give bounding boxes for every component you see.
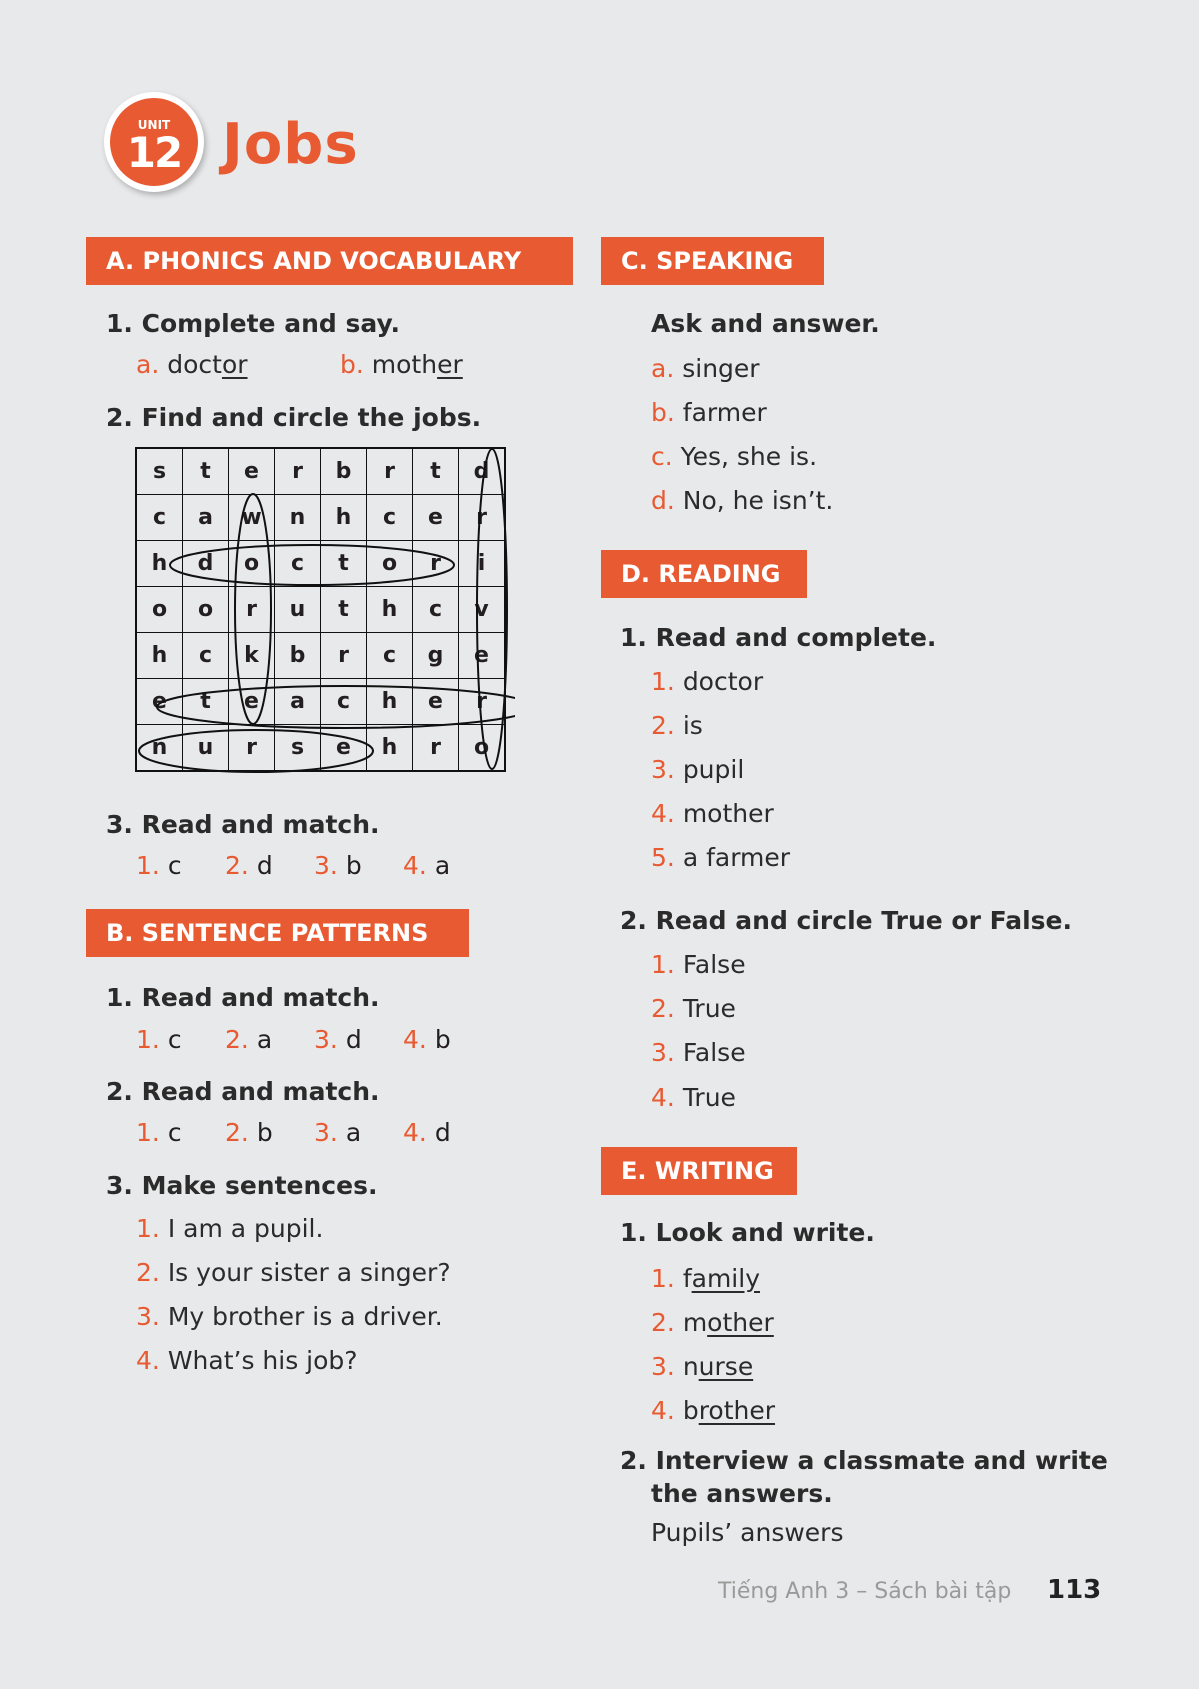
item-label: a. [136, 350, 160, 379]
section-b-heading: B. SENTENCE PATTERNS [86, 909, 469, 957]
item-label: b. [340, 350, 364, 379]
word-fill: rother [698, 1396, 776, 1425]
grid-cell: r [229, 587, 275, 633]
grid-cell: c [136, 495, 183, 541]
grid-cell: b [275, 633, 321, 679]
answer-value: c [167, 851, 182, 880]
grid-row [136, 633, 505, 679]
reading-item [651, 667, 763, 696]
unit-label: UNIT [137, 118, 171, 132]
item-text: doctor [682, 667, 764, 696]
answer-number: 1. [136, 851, 160, 880]
answer-value: a [434, 851, 451, 880]
item-number: 2. [136, 1258, 160, 1287]
section-c-title: Ask and answer. [651, 309, 880, 338]
word-prefix: f [682, 1264, 692, 1293]
grid-cell: h [136, 633, 183, 679]
item-label: d. [651, 486, 675, 515]
section-b-q1-answers [136, 1025, 451, 1054]
grid-cell: t [183, 679, 229, 725]
item-text: True [682, 1083, 736, 1112]
item-text: farmer [682, 398, 767, 427]
answer-number: 2. [225, 1025, 249, 1054]
grid-cell: t [321, 587, 367, 633]
word-prefix: doct [167, 350, 222, 379]
sentence-item [136, 1214, 323, 1243]
grid-cell: o [459, 725, 506, 772]
word-fill: urse [698, 1352, 754, 1381]
answer-value: b [345, 851, 362, 880]
grid-cell: o [136, 587, 183, 633]
answer-value: c [167, 1025, 182, 1054]
item-text: singer [682, 354, 760, 383]
item-number: 2. [651, 994, 675, 1023]
grid-cell: e [229, 679, 275, 725]
item-text: True [682, 994, 736, 1023]
grid-cell: h [367, 725, 413, 772]
grid-row [136, 587, 505, 633]
speaking-item [651, 486, 833, 515]
grid-cell: e [413, 495, 459, 541]
section-a-q3-title: 3. Read and match. [106, 810, 380, 839]
sentence-item [136, 1346, 358, 1375]
grid-cell: e [459, 633, 506, 679]
item-number: 4. [651, 1396, 675, 1425]
speaking-item [651, 442, 817, 471]
item-text: a farmer [682, 843, 791, 872]
grid-row [136, 495, 505, 541]
item-label: c. [651, 442, 673, 471]
item-text: pupil [682, 755, 745, 784]
item-number: 4. [651, 799, 675, 828]
item-label: a. [651, 354, 675, 383]
grid-cell: d [459, 448, 506, 495]
answer-value: b [434, 1025, 451, 1054]
answer-value: d [345, 1025, 362, 1054]
item-number: 4. [651, 1083, 675, 1112]
grid-cell: e [229, 448, 275, 495]
grid-cell: c [367, 495, 413, 541]
grid-cell: h [367, 679, 413, 725]
item-text: False [682, 950, 746, 979]
item-number: 1. [651, 1264, 675, 1293]
section-d-q2-title: 2. Read and circle True or False. [620, 906, 1072, 935]
item-number: 1. [651, 667, 675, 696]
grid-row [136, 448, 505, 495]
grid-cell: v [459, 587, 506, 633]
item-number: 2. [651, 1308, 675, 1337]
item-text: Is your sister a singer? [167, 1258, 451, 1287]
grid-cell: r [413, 541, 459, 587]
grid-cell: d [183, 541, 229, 587]
grid-cell: c [413, 587, 459, 633]
item-label: b. [651, 398, 675, 427]
writing-item [651, 1352, 753, 1381]
grid-cell: e [136, 679, 183, 725]
word-prefix: b [682, 1396, 699, 1425]
grid-cell: u [183, 725, 229, 772]
grid-cell: u [275, 587, 321, 633]
item-text: I am a pupil. [167, 1214, 324, 1243]
word-fill: other [707, 1308, 774, 1337]
answer-number: 2. [225, 851, 249, 880]
answer-value: a [345, 1118, 362, 1147]
speaking-item [651, 354, 760, 383]
section-a-heading: A. PHONICS AND VOCABULARY [86, 237, 573, 285]
item-number: 5. [651, 843, 675, 872]
grid-cell: t [183, 448, 229, 495]
grid-cell: c [183, 633, 229, 679]
grid-cell: t [413, 448, 459, 495]
item-number: 3. [651, 1038, 675, 1067]
reading-item [651, 755, 744, 784]
word-fill: or [221, 350, 248, 379]
item-number: 3. [136, 1302, 160, 1331]
sentence-item [136, 1258, 451, 1287]
item-number: 3. [651, 1352, 675, 1381]
grid-cell: e [413, 679, 459, 725]
section-e-q2-title-line1: 2. Interview a classmate and write [620, 1446, 1108, 1475]
answer-value: b [256, 1118, 273, 1147]
answer-number: 4. [403, 851, 427, 880]
item-text: is [682, 711, 703, 740]
grid-cell: g [413, 633, 459, 679]
unit-number: 12 [126, 128, 182, 177]
word-fill: er [437, 350, 463, 379]
grid-cell: r [229, 725, 275, 772]
answer-value: a [256, 1025, 273, 1054]
grid-cell: a [183, 495, 229, 541]
grid-row [136, 679, 505, 725]
grid-cell: k [229, 633, 275, 679]
answer-number: 3. [314, 1025, 338, 1054]
grid-cell: n [275, 495, 321, 541]
book-title-footer: Tiếng Anh 3 – Sách bài tập [718, 1579, 1012, 1604]
grid-cell: c [275, 541, 321, 587]
answer-value: c [167, 1118, 182, 1147]
grid-cell: r [321, 633, 367, 679]
grid-cell: n [136, 725, 183, 772]
page-number: 113 [1047, 1575, 1102, 1605]
grid-cell: s [275, 725, 321, 772]
section-d-q1-title: 1. Read and complete. [620, 623, 937, 652]
grid-cell: i [459, 541, 506, 587]
true-false-item [651, 994, 736, 1023]
word-prefix: n [682, 1352, 699, 1381]
section-a-q3-answers [136, 851, 450, 880]
answer-number: 4. [403, 1025, 427, 1054]
grid-cell: c [367, 633, 413, 679]
grid-cell: h [321, 495, 367, 541]
item-number: 1. [136, 1214, 160, 1243]
item-text: No, he isn’t. [682, 486, 834, 515]
section-d-heading: D. READING [601, 550, 807, 598]
section-c-heading: C. SPEAKING [601, 237, 824, 285]
grid-cell: r [367, 448, 413, 495]
writing-item [651, 1264, 760, 1293]
true-false-item [651, 1083, 736, 1112]
section-b-q2-title: 2. Read and match. [106, 1077, 380, 1106]
word-fill: amily [691, 1264, 760, 1293]
grid-cell: o [183, 587, 229, 633]
grid-cell: r [413, 725, 459, 772]
grid-cell: r [459, 495, 506, 541]
reading-item [651, 799, 774, 828]
section-e-q2-title-line2: the answers. [651, 1479, 833, 1508]
section-b-q1-title: 1. Read and match. [106, 983, 380, 1012]
answer-value: d [256, 851, 273, 880]
grid-cell: o [367, 541, 413, 587]
grid-cell: s [136, 448, 183, 495]
section-a-q2-title: 2. Find and circle the jobs. [106, 403, 482, 432]
section-a-q1-answer-a [136, 350, 248, 379]
grid-cell: a [275, 679, 321, 725]
grid-cell: h [136, 541, 183, 587]
reading-item [651, 711, 703, 740]
sentence-item [136, 1302, 443, 1331]
section-b-q3-title: 3. Make sentences. [106, 1171, 378, 1200]
unit-badge [104, 92, 204, 192]
item-number: 4. [136, 1346, 160, 1375]
item-text: My brother is a driver. [167, 1302, 443, 1331]
grid-cell: c [321, 679, 367, 725]
item-text: What’s his job? [167, 1346, 358, 1375]
section-e-heading: E. WRITING [601, 1147, 797, 1195]
item-number: 3. [651, 755, 675, 784]
grid-cell: t [321, 541, 367, 587]
page-title: Jobs [222, 112, 359, 177]
word-search-grid [135, 447, 506, 772]
grid-cell: r [275, 448, 321, 495]
section-a-q1-answer-b [340, 350, 463, 379]
word-prefix: moth [371, 350, 438, 379]
grid-cell: r [459, 679, 506, 725]
grid-cell: h [367, 587, 413, 633]
answer-value: d [434, 1118, 451, 1147]
section-a-q1-title: 1. Complete and say. [106, 309, 400, 338]
true-false-item [651, 1038, 746, 1067]
item-text: Yes, she is. [680, 442, 818, 471]
answer-number: 2. [225, 1118, 249, 1147]
grid-cell: o [229, 541, 275, 587]
word-prefix: m [682, 1308, 708, 1337]
grid-row [136, 541, 505, 587]
item-number: 1. [651, 950, 675, 979]
item-text: mother [682, 799, 774, 828]
grid-row [136, 725, 505, 772]
answer-number: 1. [136, 1025, 160, 1054]
grid-cell: w [229, 495, 275, 541]
item-text: False [682, 1038, 746, 1067]
section-b-q2-answers [136, 1118, 451, 1147]
answer-number: 3. [314, 851, 338, 880]
section-e-q2-answer: Pupils’ answers [651, 1518, 844, 1547]
grid-cell: b [321, 448, 367, 495]
section-e-q1-title: 1. Look and write. [620, 1218, 875, 1247]
grid-cell: e [321, 725, 367, 772]
answer-number: 4. [403, 1118, 427, 1147]
writing-item [651, 1308, 774, 1337]
writing-item [651, 1396, 775, 1425]
reading-item [651, 843, 790, 872]
speaking-item [651, 398, 767, 427]
answer-number: 1. [136, 1118, 160, 1147]
answer-number: 3. [314, 1118, 338, 1147]
true-false-item [651, 950, 746, 979]
item-number: 2. [651, 711, 675, 740]
